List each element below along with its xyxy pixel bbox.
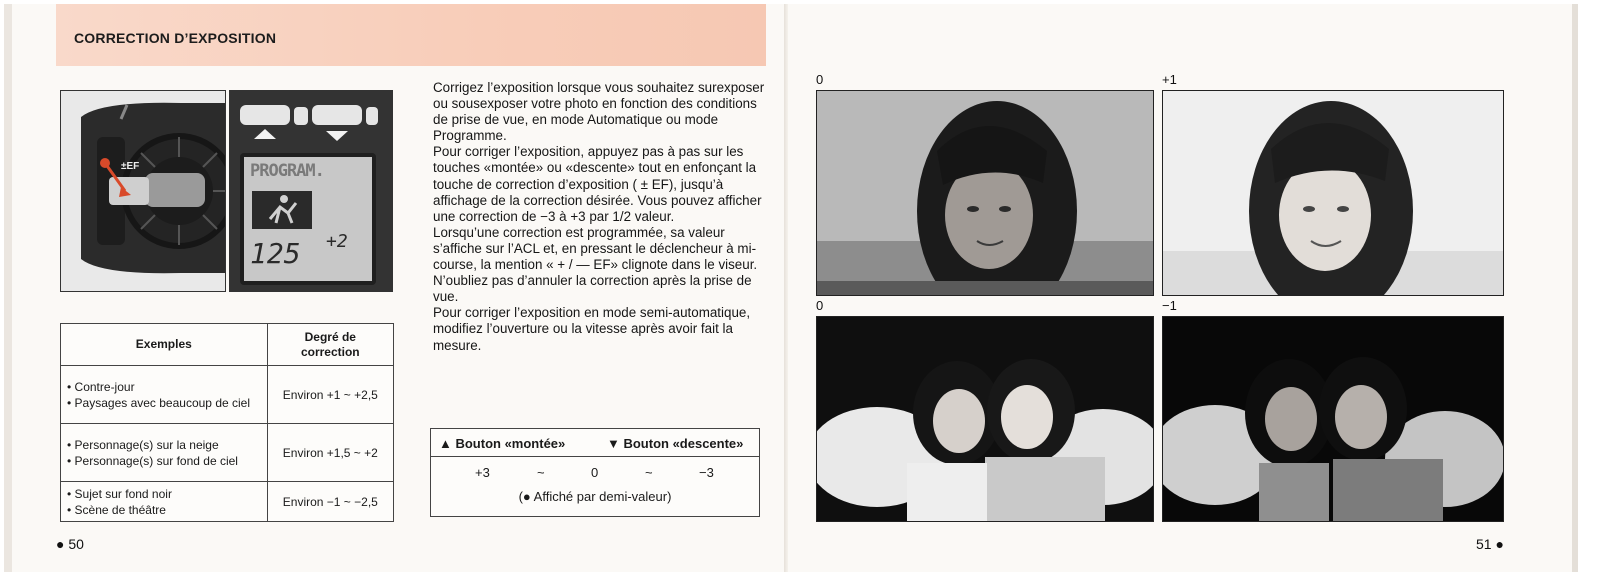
header-correction: [267, 324, 393, 366]
correction-scale: [431, 465, 759, 483]
group-photo-minus-one: [1162, 316, 1504, 522]
condition-item: • Paysages avec beaucoup de ciel: [67, 396, 250, 410]
camera-dial-image: [60, 90, 226, 292]
paragraph: Corrigez l’exposition lorsque vous souhaitez surexposer ou sousexposer votre photo en fonction des conditions de prise de vue, en mode Automatique ou mode Programme.: [433, 80, 765, 144]
header-correction-text: Degré de correction: [300, 329, 360, 359]
table-row: [61, 366, 394, 424]
condition-item: • Contre-jour: [67, 380, 135, 394]
table-header-row: [61, 324, 394, 366]
group-photo-normal: [816, 316, 1154, 522]
correction-value: Environ +1,5 ~ +2: [267, 424, 393, 482]
title-band: [56, 4, 766, 66]
condition-item: • Personnage(s) sur la neige: [67, 438, 219, 452]
condition-item: • Scène de théâtre: [67, 503, 166, 517]
paragraph: Pour corriger l’exposition en mode semi-automatique, modifiez l’ouverture ou la vitesse après avoir fait la mesure.: [433, 305, 751, 353]
scale-min: −3: [699, 465, 714, 480]
photo-label: 0: [816, 72, 824, 87]
condition-text: Personnage(s) sur fond de ciel: [74, 454, 238, 468]
down-button-label: ▼ Bouton «descente»: [607, 436, 744, 451]
condition-text: Contre-jour: [74, 380, 135, 394]
portrait-photo-image: [1163, 91, 1504, 296]
photo-label: +1: [1162, 72, 1177, 87]
left-page: [4, 4, 788, 572]
portrait-photo-image: [817, 91, 1154, 296]
conditions-cell: [61, 424, 268, 482]
scale-zero: 0: [591, 465, 599, 480]
condition-item: • Sujet sur fond noir: [67, 487, 172, 501]
group-photo-image: [1163, 317, 1504, 522]
paragraph: Pour corriger l’exposition, appuyez pas à pas sur les touches «montée» ou «descente» tout en enfonçant la touche de correction d’exposition ( ± EF), jusqu’à affichage de la correction désirée. Vous pouvez afficher une correction de −3 à +3 par 1/2 valeur.: [433, 144, 762, 224]
scale-tilde: ~: [537, 465, 545, 480]
paragraph: Lorsqu’une correction est programmée, sa valeur s’affiche sur l’ACL et, en pressant le déclencheur à mi-course, la mention « + / — EF» clignote dans le viseur. N’oubliez pas d’annuler la correction après la prise de vue.: [433, 224, 758, 305]
scale-max: +3: [475, 465, 490, 480]
photo-label: −1: [1162, 298, 1177, 313]
correction-value: Environ −1 ~ −2,5: [267, 482, 393, 522]
table-row: [61, 482, 394, 522]
up-button-label: ▲ Bouton «montée»: [439, 436, 566, 451]
camera-lcd-image: [229, 90, 393, 292]
examples-table: [60, 323, 394, 522]
header-examples: Exemples: [61, 324, 268, 366]
condition-item: • Personnage(s) sur fond de ciel: [67, 454, 238, 468]
portrait-photo-normal: [816, 90, 1154, 296]
correction-value: Environ +1 ~ +2,5: [267, 366, 393, 424]
camera-dial-illustration: [61, 91, 226, 292]
table-row: [61, 424, 394, 482]
group-photo-image: [817, 317, 1154, 522]
condition-text: Paysages avec beaucoup de ciel: [74, 396, 250, 410]
half-value-note: (● Affiché par demi-valeur): [518, 489, 672, 504]
ef-dial-label: ±EF: [121, 161, 140, 172]
condition-text: Personnage(s) sur la neige: [74, 438, 219, 452]
scale-tilde: ~: [645, 465, 653, 480]
portrait-photo-plus-one: [1162, 90, 1504, 296]
lcd-ev-text: +2: [326, 231, 348, 252]
button-box-header: [431, 429, 759, 457]
condition-text: Scène de théâtre: [74, 503, 166, 517]
right-page: [788, 4, 1578, 572]
button-info-box: [430, 428, 760, 517]
lcd-shutter-text: 125: [250, 237, 301, 270]
page-number-right: 51 ●: [1476, 536, 1504, 552]
conditions-cell: [61, 482, 268, 522]
photo-label: 0: [816, 298, 824, 313]
lcd-mode-text: PROGRAM.: [250, 161, 324, 181]
page-number-left: ● 50: [56, 536, 84, 552]
conditions-cell: [61, 366, 268, 424]
condition-text: Sujet sur fond noir: [74, 487, 172, 501]
instructions-text: [433, 80, 773, 354]
page-title: CORRECTION D’EXPOSITION: [74, 30, 277, 46]
